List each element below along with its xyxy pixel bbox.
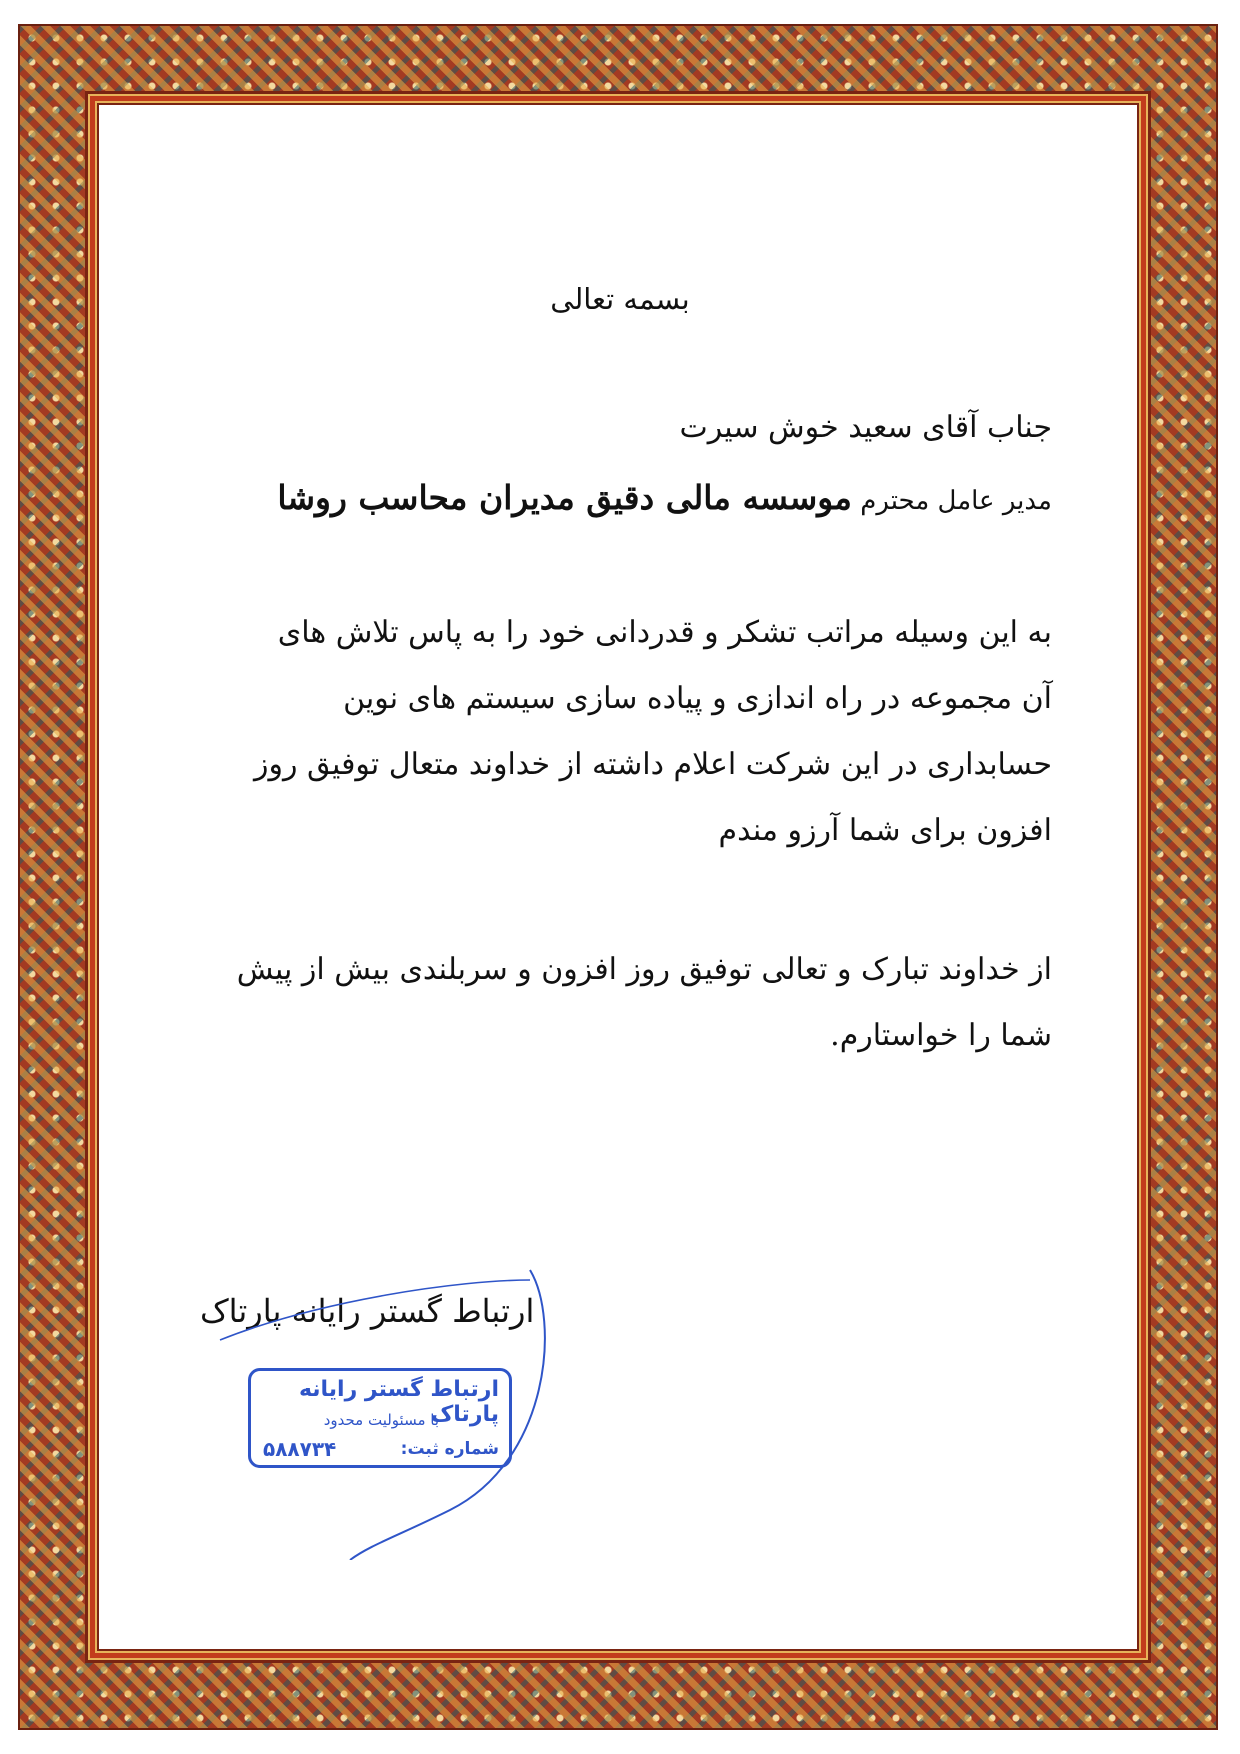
body-line: از خداوند تبارک و تعالی توفیق روز افزون و سربلندی بیش از پیش [236,952,1052,987]
title-prefix: مدیر عامل محترم [860,486,1052,516]
stamp-registration-label: شماره ثبت: [400,1439,499,1459]
stamp-name: ارتباط گستر رایانه پارتاک [298,1377,499,1427]
body-line: افزون برای شما آرزو مندم [718,813,1052,848]
recipient-title-line [277,478,1052,517]
company-name: موسسه مالی دقیق مدیران محاسب روشا [277,478,852,517]
body-line: آن مجموعه در راه اندازی و پیاده سازی سیستم های نوین [343,681,1052,716]
stamp-subtitle: با مسئولیت محدود [323,1411,439,1429]
body-paragraph-2 [184,952,1052,1087]
signature-text: ارتباط گستر رایانه پارتاک [200,1292,535,1330]
body-line: حسابداری در این شرکت اعلام داشته از خداوند متعال توفیق روز [254,747,1052,782]
body-line: شما را خواستارم. [830,1018,1052,1053]
body-line: به این وسیله مراتب تشکر و قدردانی خود را به پاس تلاش های [277,615,1052,650]
recipient-line: جناب آقای سعید خوش سیرت [679,410,1052,445]
body-paragraph-1 [184,615,1052,882]
company-stamp [248,1368,512,1468]
letter-heading: بسمه تعالی [550,282,690,316]
stamp-registration-number: ۵۸۸۷۳۴ [263,1437,337,1461]
